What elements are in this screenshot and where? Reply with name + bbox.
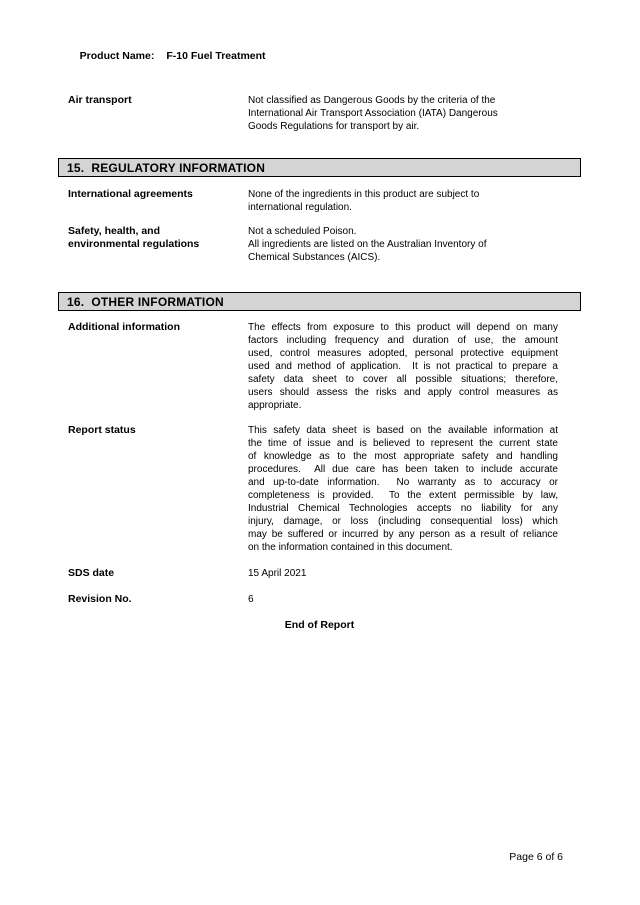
- end-of-report-marker: End of Report: [284, 619, 355, 631]
- section-heading-text: 15. REGULATORY INFORMATION: [67, 160, 266, 175]
- field-value-revision-number: 6: [248, 594, 254, 605]
- field-label-additional-information: Additional information: [68, 321, 180, 333]
- section-heading-other-information: [58, 292, 581, 311]
- field-label-safety-health-environmental: Safety, health, and environmental regulations: [68, 225, 200, 250]
- field-value-sds-date: 15 April 2021: [248, 568, 307, 579]
- field-value-international-agreements: None of the ingredients in this product are subject to international regulation.: [248, 189, 480, 213]
- page-number-footer: Page 6 of 6: [509, 851, 563, 863]
- field-label-air-transport: Air transport: [68, 94, 132, 106]
- field-value-air-transport: Not classified as Dangerous Goods by the criteria of the International Air Transport Association (IATA) Dangerous Goods Regulations for transport by air.: [248, 95, 498, 132]
- field-label-revision-number: Revision No.: [68, 593, 132, 605]
- field-label-report-status: Report status: [68, 424, 136, 436]
- field-label-sds-date: SDS date: [68, 567, 115, 579]
- field-label-international-agreements: International agreements: [68, 188, 193, 200]
- field-value-additional-information: The effects from exposure to this product will depend on many factors including frequency and duration of use, the amount used, control measures adopted, personal protective equipment used and method of application. It is not practical to prepare a safety data sheet to cover all possible situations; therefore, users should assess the risks and apply control measures as appropriate.: [248, 322, 558, 411]
- section-heading-regulatory-information: [58, 158, 581, 177]
- document-header: [68, 37, 266, 76]
- section-heading-text: 16. OTHER INFORMATION: [67, 294, 224, 309]
- product-name-label: Product Name:: [79, 50, 155, 62]
- field-value-safety-health-environmental: Not a scheduled Poison. All ingredients are listed on the Australian Inventory of Chemical Substances (AICS).: [248, 226, 487, 263]
- product-name-value: F-10 Fuel Treatment: [166, 50, 266, 62]
- field-value-report-status: This safety data sheet is based on the available information at the time of issue and is believed to represent the current state of knowledge as to the most appropriate safety and handling procedures. All due care has been taken to include accurate and up-to-date information. No warranty as to accuracy or completeness is provided. To the extent permissible by law, Industrial Chemical Technologies accepts no liability for any injury, damage, or loss (including consequential loss) which may be suffered or incurred by any person as a result of reliance on the information contained in this document.: [248, 425, 558, 553]
